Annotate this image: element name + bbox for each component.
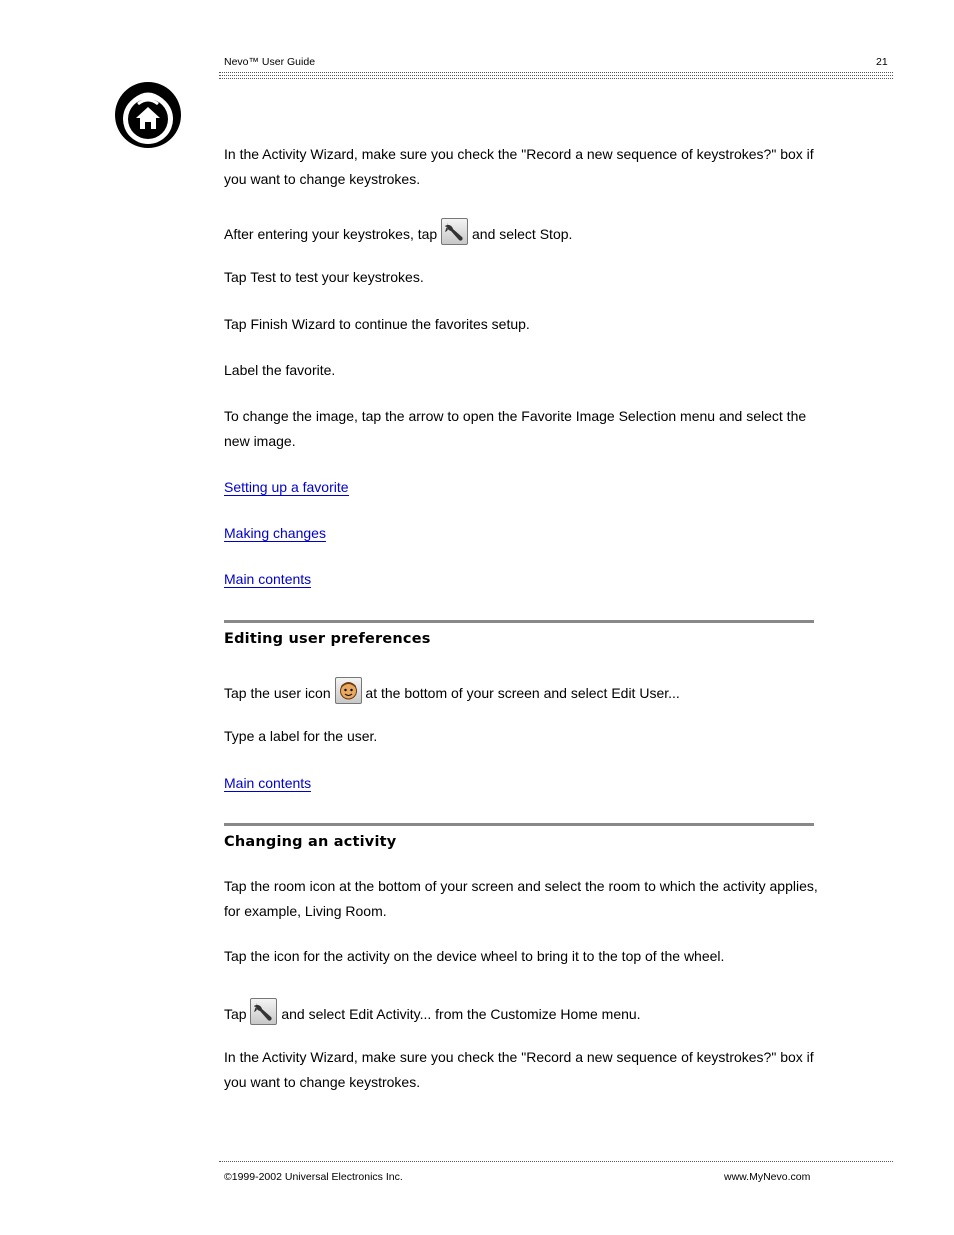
- section-divider: [224, 823, 814, 826]
- footer-divider: [219, 1161, 893, 1162]
- link-making-changes[interactable]: Making changes: [224, 525, 326, 541]
- text: at the bottom of your screen and select Edit User...: [365, 685, 680, 701]
- link-setting-up-favorite[interactable]: Setting up a favorite: [224, 479, 349, 495]
- header-divider: [219, 78, 893, 79]
- paragraph-enter-keystrokes: [224, 218, 824, 247]
- link-row: [224, 521, 824, 546]
- paragraph-type-label: Type a label for the user.: [224, 728, 378, 744]
- header-divider: [219, 75, 893, 76]
- heading-changing-activity: Changing an activity: [224, 834, 397, 850]
- link-row: [224, 771, 824, 796]
- home-remote-logo-icon: [112, 76, 184, 148]
- paragraph-activity-wizard: In the Activity Wizard, make sure you check the "Record a new sequence of keystrokes?" box if you want to change keystrokes.: [224, 146, 814, 187]
- paragraph-room-icon: Tap the room icon at the bottom of your screen and select the room to which the activity applies, for example, Living Room.: [224, 878, 818, 919]
- paragraph-finish-wizard: Tap Finish Wizard to continue the favorites setup.: [224, 316, 530, 332]
- heading-editing-user-preferences: Editing user preferences: [224, 631, 431, 647]
- paragraph-user-icon: [224, 677, 824, 706]
- section-divider: [224, 620, 814, 623]
- paragraph-label-favorite: Label the favorite.: [224, 362, 336, 378]
- wrench-icon[interactable]: [250, 998, 277, 1025]
- header-divider: [219, 72, 893, 73]
- text: After entering your keystrokes, tap: [224, 226, 438, 242]
- link-row: [224, 475, 824, 500]
- paragraph-change-image: To change the image, tap the arrow to open the Favorite Image Selection menu and select the new image.: [224, 408, 807, 449]
- link-row: [224, 567, 824, 592]
- website: www.MyNevo.com: [724, 1171, 811, 1183]
- header-title: Nevo™ User Guide: [224, 56, 316, 68]
- link-main-contents[interactable]: Main contents: [224, 775, 312, 791]
- copyright: ©1999-2002 Universal Electronics Inc.: [224, 1171, 403, 1183]
- text: Tap: [224, 1006, 247, 1022]
- user-face-icon[interactable]: [335, 677, 362, 704]
- page-number: 21: [876, 56, 888, 68]
- paragraph-edit-activity: [224, 998, 824, 1027]
- paragraph-activity-wizard: In the Activity Wizard, make sure you check the "Record a new sequence of keystrokes?" box if you want to change keystrokes.: [224, 1049, 814, 1090]
- link-main-contents[interactable]: Main contents: [224, 571, 312, 587]
- wrench-icon[interactable]: [441, 218, 468, 245]
- paragraph-test: Tap Test to test your keystrokes.: [224, 269, 424, 285]
- text: Tap the user icon: [224, 685, 331, 701]
- text: and select Stop.: [472, 226, 573, 242]
- text: and select Edit Activity... from the Customize Home menu.: [281, 1006, 641, 1022]
- paragraph-device-wheel: Tap the icon for the activity on the device wheel to bring it to the top of the wheel.: [224, 948, 725, 964]
